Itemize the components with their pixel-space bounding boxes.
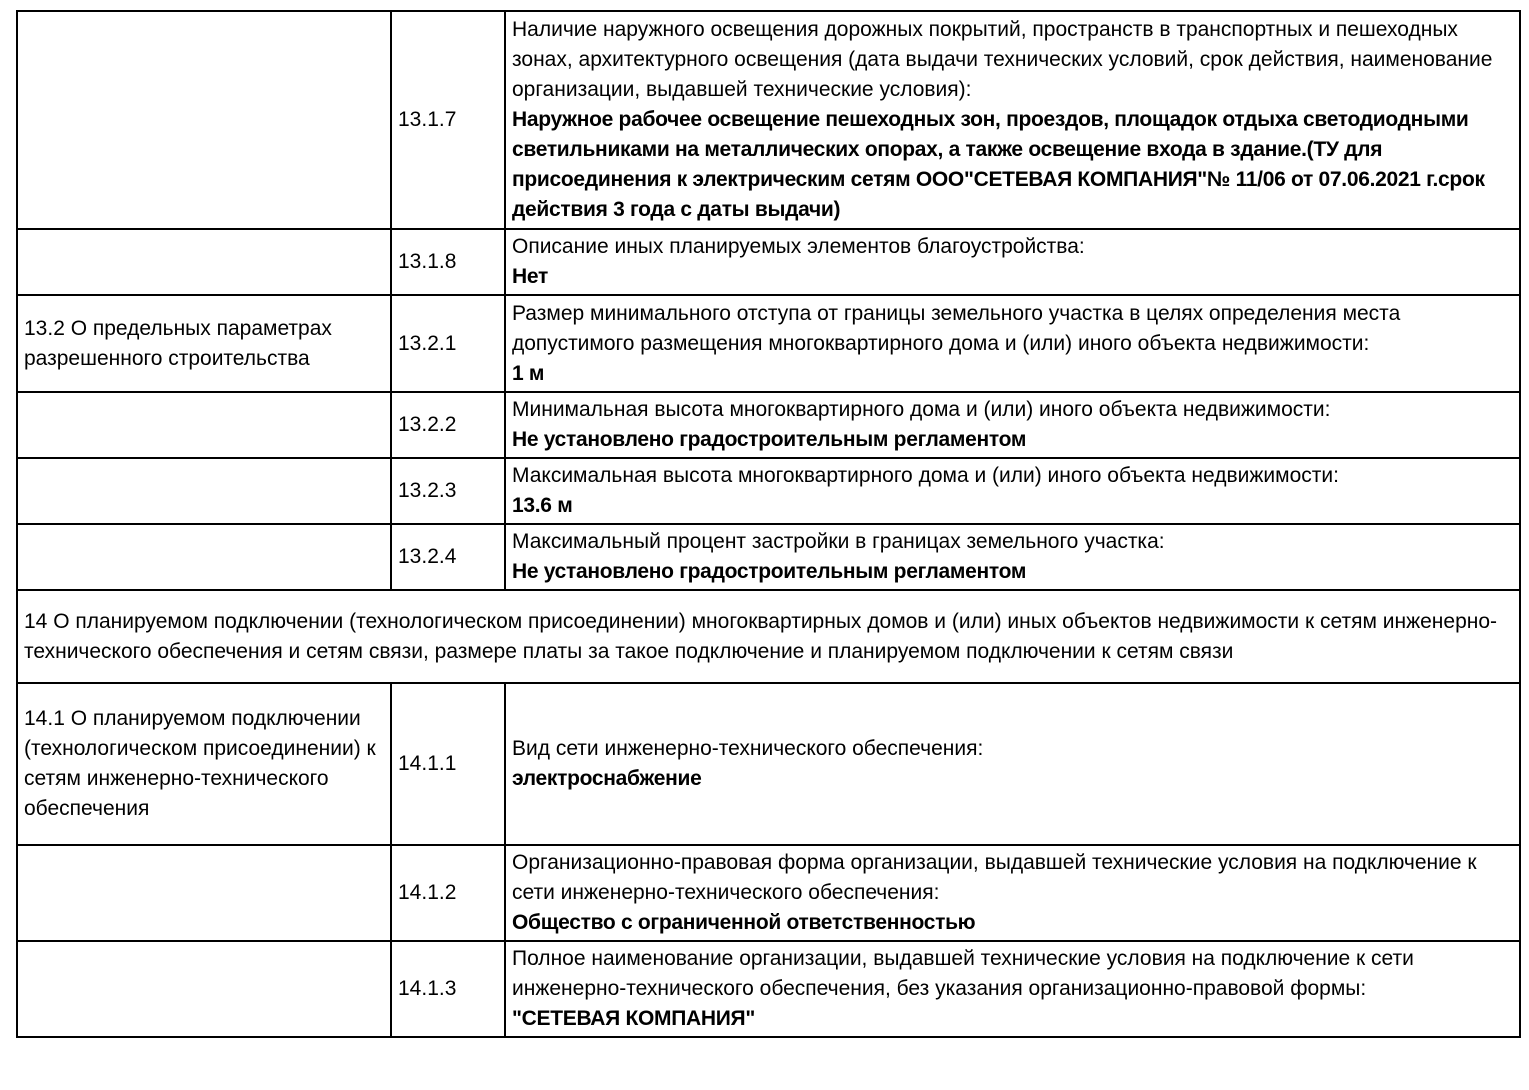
item-cell: [505, 295, 1520, 392]
item-number: 14.1.1: [391, 683, 505, 845]
item-label: Описание иных планируемых элементов благоустройства:: [512, 235, 1085, 258]
item-value: "СЕТЕВАЯ КОМПАНИЯ": [512, 1007, 755, 1030]
table-row: [17, 941, 1520, 1037]
section-cell: [17, 524, 391, 590]
table-row: [17, 229, 1520, 295]
item-number: 14.1.3: [391, 941, 505, 1037]
table-row: [17, 295, 1520, 392]
section-cell: [17, 11, 391, 229]
item-label: Организационно-правовая форма организации, выдавшей технические условия на подключение к сети инженерно-технического обеспечения:: [512, 851, 1477, 904]
item-label: Минимальная высота многоквартирного дома и (или) иного объекта недвижимости:: [512, 398, 1331, 421]
item-number: 14.1.2: [391, 845, 505, 941]
item-number: 13.1.8: [391, 229, 505, 295]
item-label: Размер минимального отступа от границы земельного участка в целях определения места допустимого размещения многоквартирного дома и (или) иного объекта недвижимости:: [512, 301, 1401, 355]
section-header-row: [17, 590, 1520, 683]
section-cell: 13.2 О предельных параметрах разрешенного строительства: [17, 295, 391, 392]
table-row: [17, 392, 1520, 458]
item-cell: [505, 524, 1520, 590]
item-cell: [505, 683, 1520, 845]
section-header: 14 О планируемом подключении (технологическом присоединении) многоквартирных домов и (или) иных объектов недвижимости к сетям инженерно-технического обеспечения и сетям связи, размере платы за такое подключение и планируемом подключении к сетям связи: [17, 590, 1520, 683]
item-number: 13.1.7: [391, 11, 505, 229]
table-row: [17, 11, 1520, 229]
table-row: [17, 845, 1520, 941]
item-value: Не установлено градостроительным регламентом: [512, 428, 1027, 451]
item-cell: [505, 229, 1520, 295]
item-value: Общество с ограниченной ответственностью: [512, 911, 976, 934]
item-label: Максимальный процент застройки в границах земельного участка:: [512, 530, 1165, 553]
item-value: Не установлено градостроительным регламентом: [512, 560, 1027, 583]
item-number: 13.2.3: [391, 458, 505, 524]
section-cell: [17, 845, 391, 941]
item-number: 13.2.2: [391, 392, 505, 458]
item-label: Наличие наружного освещения дорожных покрытий, пространств в транспортных и пешеходных зонах, архитектурного освещения (дата выдачи технических условий, срок действия, наименование организации, выдавшей технические условия):: [512, 18, 1493, 101]
item-label: Вид сети инженерно-технического обеспечения:: [512, 737, 984, 760]
section-cell: 14.1 О планируемом подключении (технологическом присоединении) к сетям инженерно-технического обеспечения: [17, 683, 391, 845]
section-cell: [17, 392, 391, 458]
section-cell: [17, 941, 391, 1037]
item-value: 13.6 м: [512, 494, 573, 517]
table-row: [17, 683, 1520, 845]
item-cell: [505, 941, 1520, 1037]
item-label: Максимальная высота многоквартирного дома и (или) иного объекта недвижимости:: [512, 464, 1339, 487]
item-value: Нет: [512, 265, 548, 288]
item-number: 13.2.4: [391, 524, 505, 590]
project-declaration-table: [16, 10, 1521, 1038]
item-value: Наружное рабочее освещение пешеходных зон, проездов, площадок отдыха светодиодными светильниками на металлических опорах, а также освещение входа в здание.(ТУ для присоединения к электрическим сетям ООО"СЕТЕВАЯ КОМПАНИЯ"№ 11/06 от 07.06.2021 г.срок действия 3 года с даты выдачи): [512, 108, 1485, 221]
item-cell: [505, 392, 1520, 458]
item-value: 1 м: [512, 361, 545, 385]
table-row: [17, 458, 1520, 524]
section-cell: [17, 229, 391, 295]
item-value: электроснабжение: [512, 767, 702, 790]
item-cell: [505, 845, 1520, 941]
section-cell: [17, 458, 391, 524]
item-cell: [505, 458, 1520, 524]
item-cell: [505, 11, 1520, 229]
table-row: [17, 524, 1520, 590]
item-label: Полное наименование организации, выдавшей технические условия на подключение к сети инженерно-технического обеспечения, без указания организационно-правовой формы:: [512, 947, 1414, 1000]
item-number: 13.2.1: [391, 295, 505, 392]
